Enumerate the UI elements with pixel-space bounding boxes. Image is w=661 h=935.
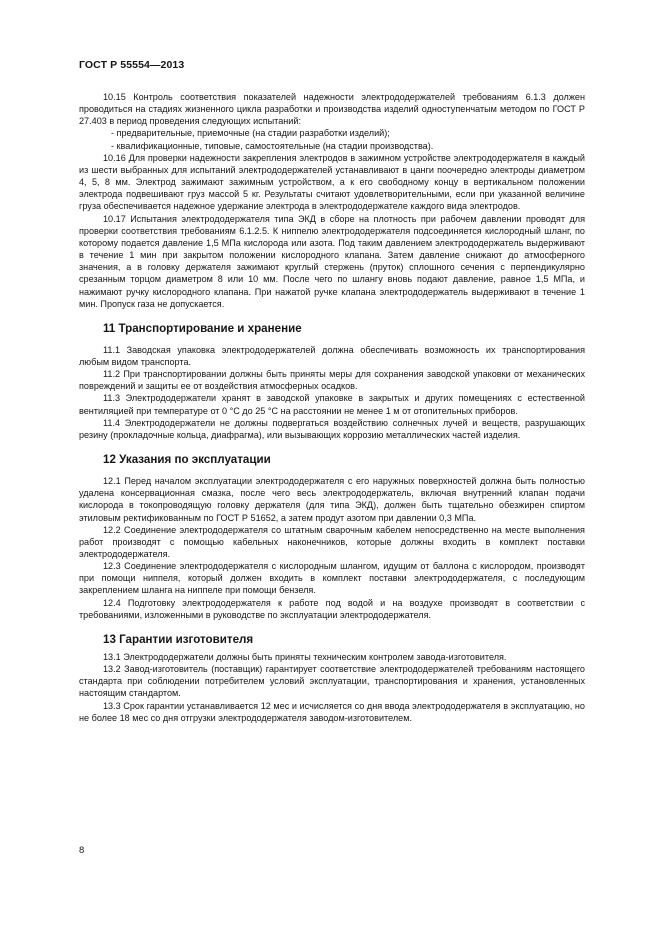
clause-10-17: 10.17 Испытания электрододержателя типа ЭКД в сборе на плотность при рабочем давлении проводят для проверки соответствия требованиям 6.1.2.5. К ниппелю электрододержателя подсоединяется кислородный шланг, по которому подается давление 1,5 МПа кислорода или азота. Под таким давлением электрододержатель выдерживают в течение 1 мин при закрытом положении кислородного клапана. Затем давление снижают до атмосферного значения, а в головку держателя зажимают круглый стержень (пруток) сплошного сечения с перпендикулярно срезанным торцом диаметром 8 или 10 мм. После чего по шлангу вновь подают давление, равное 1,5 МПа, и нажимают ручку кислородного клапана. При нажатой ручке клапана электрододержатель выдерживают в течение 1 мин. Пропуск газа не допускается. [79,213,585,309]
clause-10-15: 10.15 Контроль соответствия показателей надежности электрододержателей требованиям 6.1.3 должен проводиться на стадиях жизненного цикла разработки и производства изделий одноступенчатым методом по ГОСТ Р 27.403 в период проведения следующих испытаний: [79,92,585,127]
clause-10-16: 10.16 Для проверки надежности закрепления электродов в зажимном устройстве электрододержателя в каждый из шести выбранных для испытаний электрододержателей устанавливают в цанги поочередно электроды диаметром 4, 5, 8 мм. Электрод зажимают зажимным устройством, а к его свободному концу в вертикальном положении электрода подвешивают груз массой 5 кг. Результаты считают удовлетворительными, если при указанной величине груза обеспечивается надежное удержание электрода в электрододержателе каждого вида электродов. [79,152,585,212]
clause-12-1: 12.1 Перед началом эксплуатации электрододержателя с его наружных поверхностей должна быть полностью удалена консервационная смазка, после чего весь электрододержатель, включая внутренний клапан подачи кислорода в токопроводящую головку держателя (для типа ЭКД), должен быть тщательно обезжирен спиртом этиловым ректификованным по ГОСТ Р 51652, а затем продут азотом при давлении 0,3 МПа. [79,476,585,523]
clause-11-4: 11.4 Электрододержатели не должны подвергаться воздействию солнечных лучей и веществ, разрушающих резину (прокладочные кольца, диафрагма), или вызывающих коррозию металлических частей изделия. [79,417,585,440]
clause-12-3: 12.3 Соединение электрододержателя с кислородным шлангом, идущим от баллона с кислородом, производят при помощи ниппеля, который должен входить в комплект поставки электрододержателя, с последующим закреплением шланга на ниппеле при помощи бензеля. [79,561,585,596]
list-item-test-stage-2: - квалификационные, типовые, самостоятельные (на стадии производства). [111,140,434,151]
section-11-heading: 11 Транспортирование и хранение [103,321,302,335]
page-number: 8 [79,845,85,856]
clause-13-2: 13.2 Завод-изготовитель (поставщик) гарантирует соответствие электрододержателей требованиям настоящего стандарта при соблюдении потребителем условий эксплуатации, транспортирования и хранения, установленных настоящим стандартом. [79,664,585,699]
document-body [79,91,585,724]
clause-11-1: 11.1 Заводская упаковка электрододержателей должна обеспечивать возможность их транспортирования любым видом транспорта. [79,344,585,367]
clause-12-2: 12.2 Соединение электрододержателя со штатным сварочным кабелем непосредственно на месте выполнения работ производят с помощью кабельных наконечников, которые должны входить в комплект поставки электрододержателя. [79,524,585,559]
section-12-heading: 12 Указания по эксплуатации [103,453,271,467]
list-item-test-stage-1: - предварительные, приемочные (на стадии разработки изделий); [111,128,390,139]
clause-11-3: 11.3 Электрододержатели хранят в заводской упаковке в закрытых и других помещениях с естественной вентиляцией при температуре от 0 °С до 25 °С на расстоянии не менее 1 м от отопительных приборов. [79,393,585,416]
section-13-heading: 13 Гарантии изготовителя [103,632,254,646]
clause-13-3: 13.3 Срок гарантии устанавливается 12 мес и исчисляется со дня ввода электрододержателя в эксплуатацию, но не более 18 мес со дня отгрузки электрододержателя заводом-изготовителем. [79,700,585,723]
standard-header: ГОСТ Р 55554—2013 [79,59,185,71]
clause-12-4: 12.4 Подготовку электрододержателя к работе под водой и на воздухе производят в соответствии с требованиями, изложенными в руководстве по эксплуатации электрододержателя. [79,597,585,620]
clause-13-1: 13.1 Электрододержатели должны быть приняты техническим контролем завода-изготовителя. [103,651,507,662]
clause-11-2: 11.2 При транспортировании должны быть приняты меры для сохранения заводской упаковки от механических повреждений и защиты ее от воздействия атмосферных осадков. [79,369,585,392]
